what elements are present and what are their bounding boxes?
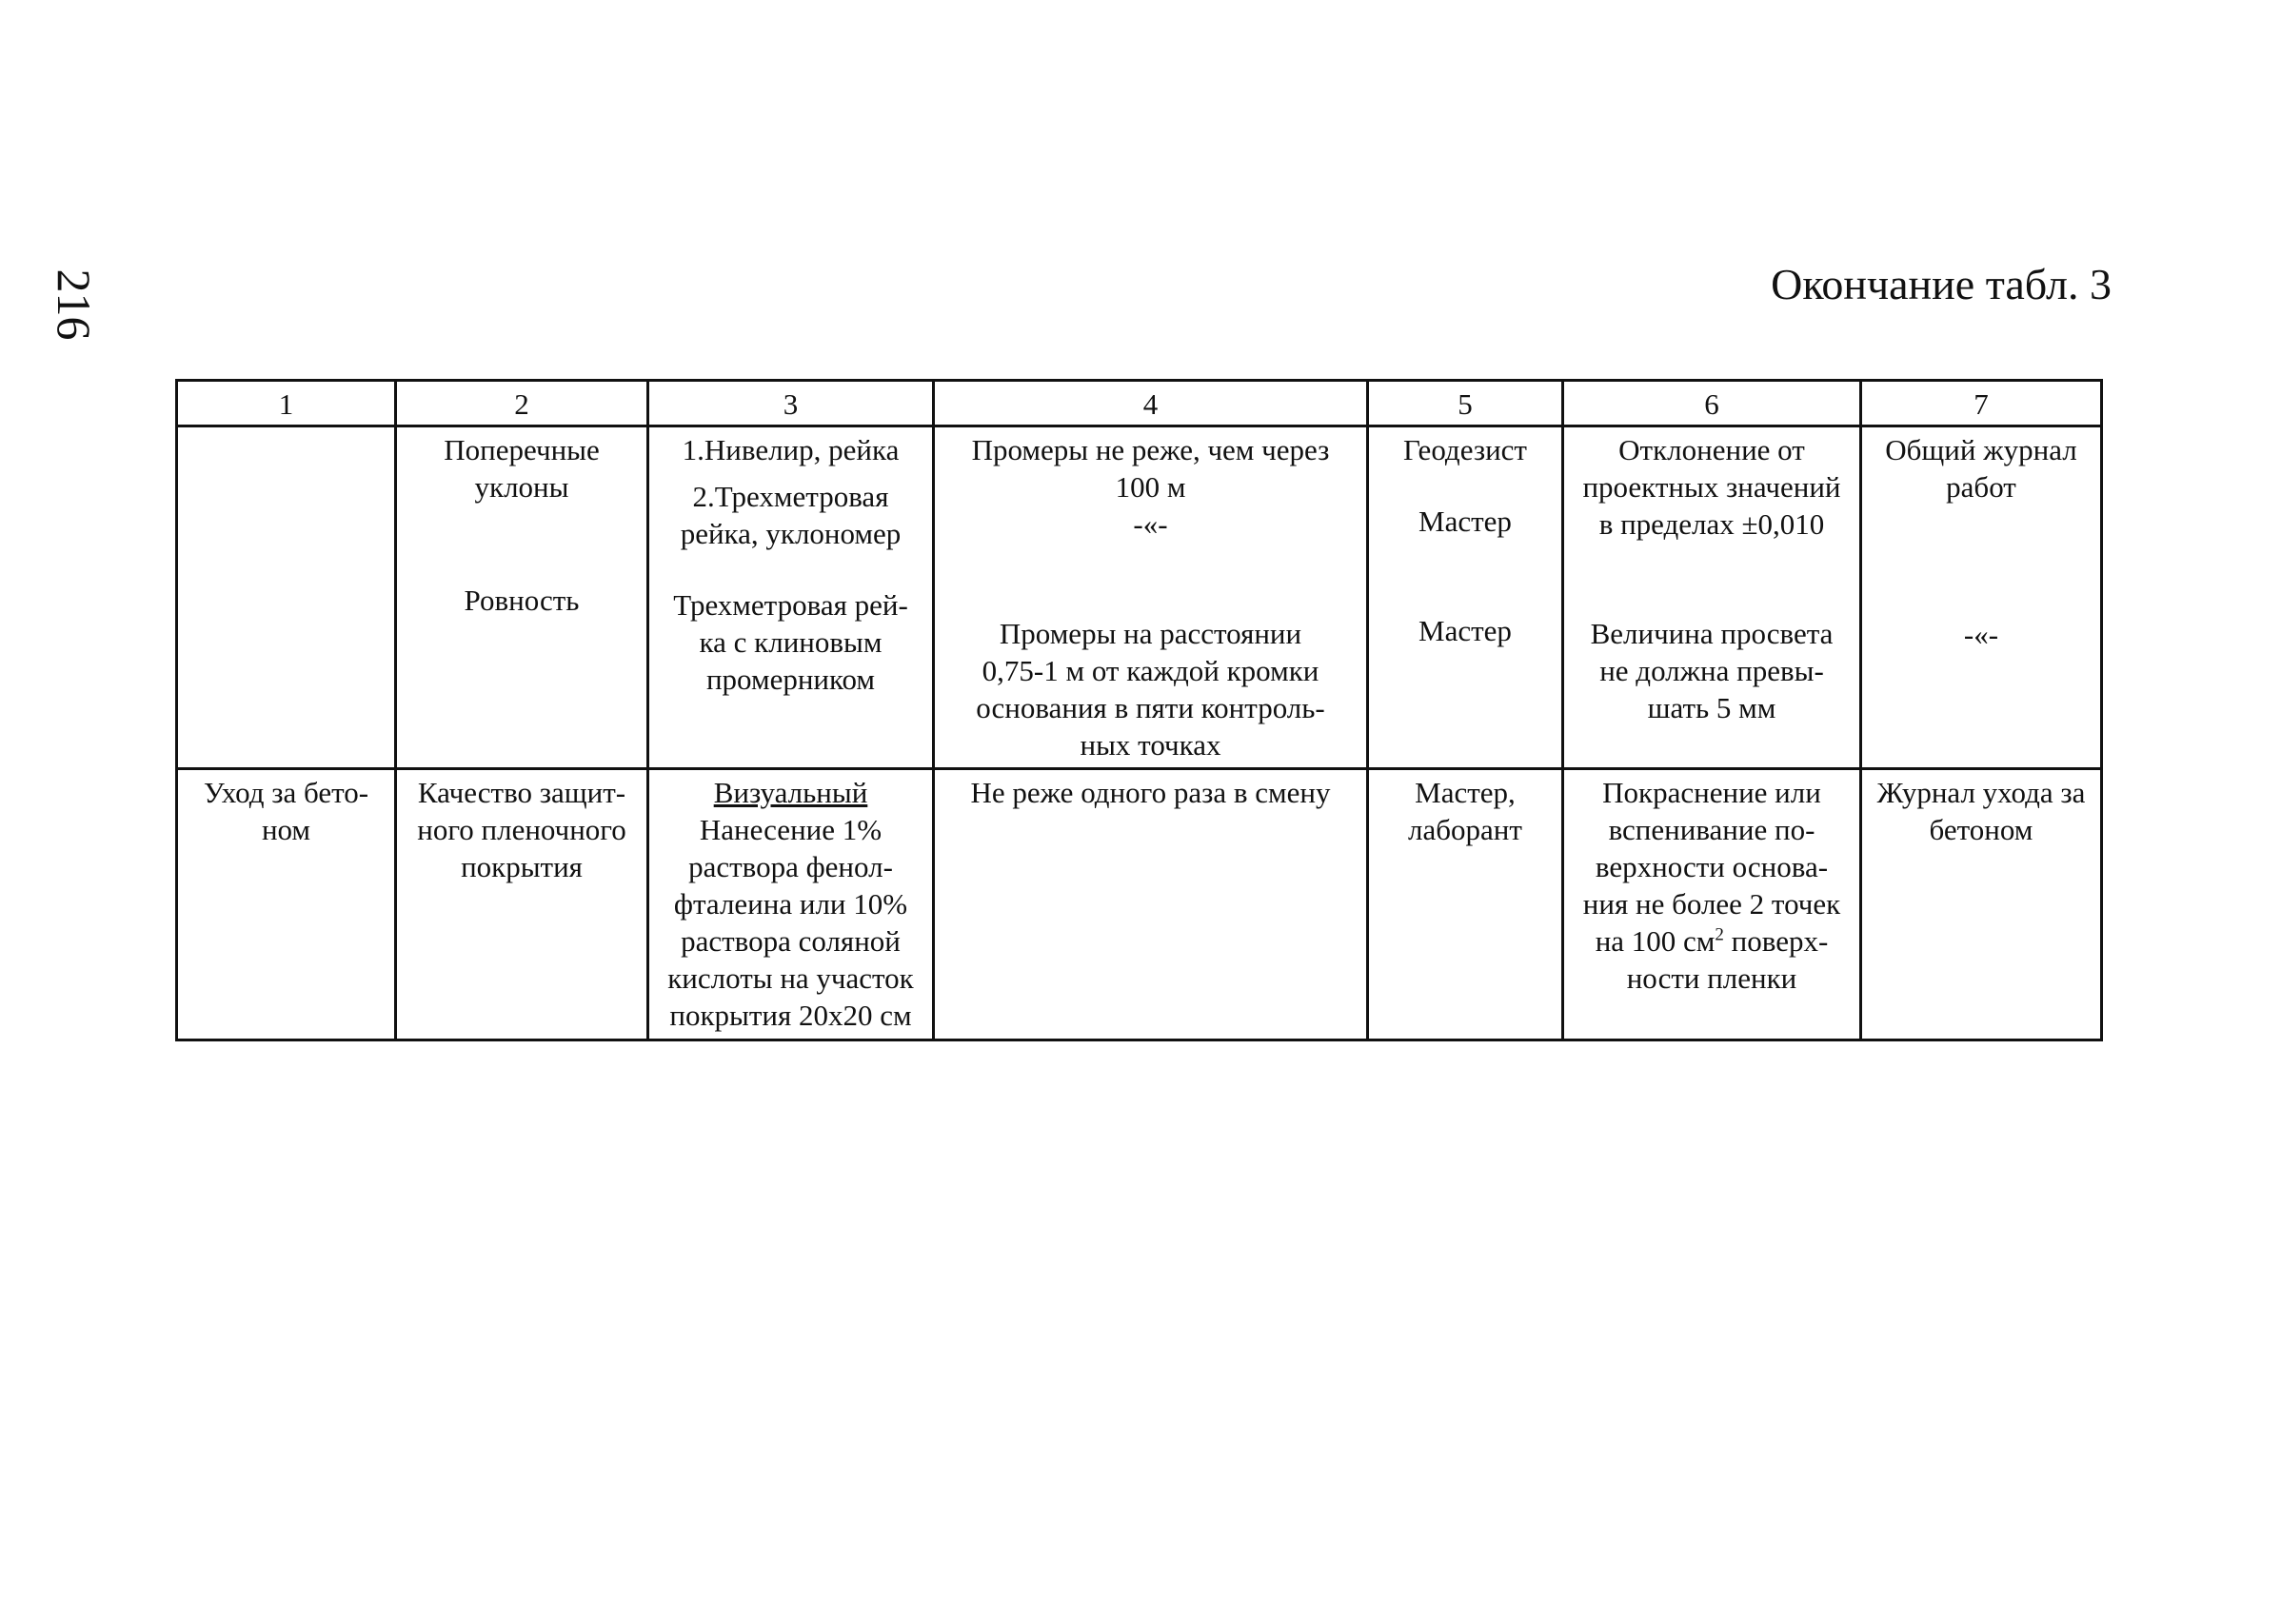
cell-record-document [1861, 769, 2102, 1040]
tolerance-reddening [1570, 774, 1854, 997]
scope-once-per-shift: Не реже одного раза в смену [970, 776, 1331, 809]
header-row [177, 381, 2102, 426]
tolerance-reddening-text: Покраснение или вспенивание по- верхности основа- ния не более 2 точек на 100 см [1582, 776, 1841, 958]
cell-responsible [1368, 769, 1563, 1040]
cell-control-scope [934, 769, 1368, 1040]
method-three-meter-rod: 2.Трехметровая рейка, уклономер [680, 480, 902, 550]
responsible-foreman-lab: Мастер, лаборант [1408, 776, 1522, 846]
cell-tolerance [1563, 769, 1861, 1040]
tolerance-deviation: Отклонение от проектных значений в пределах ±0,010 [1582, 433, 1841, 541]
parameter-evenness: Ровность [464, 584, 580, 617]
cell-control-scope [934, 426, 1368, 769]
tolerance-gap: Величина просвета не должна превы- шать 5 мм [1590, 617, 1834, 724]
column-header-1: 1 [177, 381, 396, 426]
column-header-7: 7 [1861, 381, 2102, 426]
cell-controlled-parameter [396, 769, 648, 1040]
responsible-foreman-evenness: Мастер [1418, 614, 1512, 647]
cell-record-document [1861, 426, 2102, 769]
cell-tolerance [1563, 426, 1861, 769]
work-stage-concrete-care: Уход за бето- ном [203, 776, 369, 846]
method-visual-title: Визуальный [713, 776, 868, 809]
cell-controlled-parameter [396, 426, 648, 769]
column-header-2: 2 [396, 381, 648, 426]
page-number: 216 [48, 268, 101, 341]
parameter-film-coating: Качество защит- ного пленочного покрытия [417, 776, 626, 883]
scope-ditto-mark: -«- [1133, 507, 1168, 541]
parameter-cross-slopes: Поперечные уклоны [444, 433, 600, 504]
responsible-surveyor: Геодезист [1403, 433, 1527, 466]
tolerance-reddening-end: поверх- ности пленки [1626, 924, 1829, 995]
table-row [177, 769, 2102, 1040]
square-superscript: 2 [1715, 924, 1724, 945]
table-row [177, 426, 2102, 769]
record-ditto-mark: -«- [1963, 618, 1999, 651]
method-phenolphthalein: Нанесение 1% раствора фенол- фталеина или 10% раствора соляной кислоты на участок покрытия 20х20 см [667, 813, 914, 1032]
scope-every-100m: Промеры не реже, чем через 100 м [971, 433, 1330, 504]
method-level-rod: 1.Нивелир, рейка [682, 433, 900, 466]
responsible-foreman: Мастер [1418, 505, 1512, 538]
table-continuation-title: Окончание табл. 3 [1771, 260, 2112, 308]
cell-responsible [1368, 426, 1563, 769]
cell-work-stage [177, 769, 396, 1040]
cell-work-stage [177, 426, 396, 769]
cell-control-method [648, 769, 934, 1040]
scope-edge-measurements: Промеры на расстоянии 0,75-1 м от каждой кромки основания в пяти контроль- ных точках [976, 617, 1325, 762]
cell-control-method [648, 426, 934, 769]
column-header-4: 4 [934, 381, 1368, 426]
method-wedge-gauge: Трехметровая рей- ка с клиновым промерником [673, 588, 908, 696]
control-table [175, 379, 2103, 1041]
record-care-log: Журнал ухода за бетоном [1876, 776, 2086, 846]
column-header-3: 3 [648, 381, 934, 426]
column-header-5: 5 [1368, 381, 1563, 426]
record-general-log: Общий журнал работ [1885, 433, 2077, 504]
column-header-6: 6 [1563, 381, 1861, 426]
